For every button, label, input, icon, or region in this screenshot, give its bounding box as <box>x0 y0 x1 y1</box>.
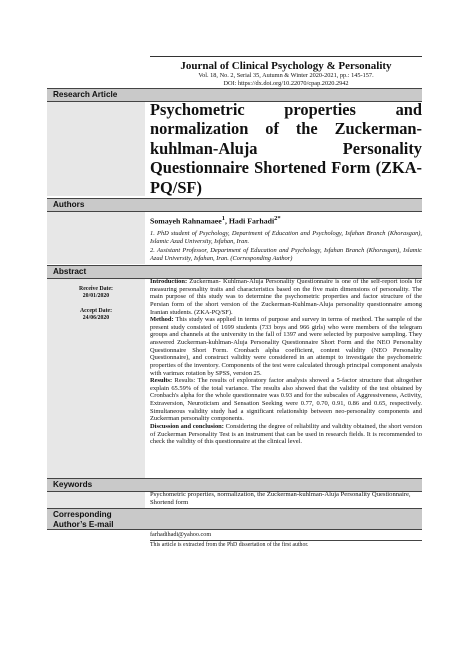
results-heading: Results: <box>150 377 173 385</box>
discussion-text: Considering the degree of reliability and validity obtained, the short version of Zuckerman Personality Test is an instrument that can be used in research fields. It is recommended to check the validity of this questionnaire at the clinical level. <box>150 422 423 446</box>
introduction-text: Zuckerman- Kuhlman-Aluja Personality Questionnaire is one of the self-report tools for measuring personality traits and characteristics based on the five main dimensions of personality. The main purpose of this study was to determine the psychometric properties and factor structure of the Persian form of the short version of the Zuckerman-Kuhlman-Aluja personality questionnaire among Iranian students. (ZKA-PQ/SF). <box>150 278 422 316</box>
author-2: , Hadi Farhadi <box>224 216 275 226</box>
journal-title: Journal of Clinical Psychology & Personality <box>180 60 392 72</box>
receive-date-value: 20/01/2020 <box>82 293 110 299</box>
abstract-discussion <box>150 423 422 446</box>
author-2-sup: 2* <box>274 215 281 222</box>
corresponding-author-label: Corresponding Author’s E-mail <box>53 510 114 529</box>
left-column-shade-authors <box>47 212 145 264</box>
author-names <box>150 214 422 227</box>
research-article-label: Research Article <box>53 90 118 99</box>
author-1-sup: 1 <box>221 215 225 222</box>
author-1: Somayeh Rahnamaee <box>150 216 222 226</box>
corresponding-author-bar <box>47 508 422 530</box>
journal-doi-link[interactable]: DOI: https://dx.doi.org/10.22070/cpap.2020.2942 <box>223 80 349 87</box>
journal-volume-line: Vol. 18, No. 2, Serial 35, Autumn & Winter 2020-2021, pp.: 145-157. <box>198 72 374 79</box>
abstract-bar <box>47 265 422 279</box>
abstract-results <box>150 377 422 423</box>
affiliation-1: 1. PhD student of Psychology, Department of Education and Psychology, Isfahan Branch (Khorasgan), Islamic Azad University, Isfahan, Iran. <box>150 230 422 246</box>
introduction-heading: Introduction: <box>150 278 188 285</box>
abstract-label: Abstract <box>53 267 87 276</box>
left-column-shade-title <box>47 102 145 196</box>
discussion-heading: Discussion and conclusion: <box>150 422 224 430</box>
keywords-bar <box>47 478 422 492</box>
paper-title: Psychometric properties and normalization of the Zuckerman-kuhlman-Aluja Personality Questionnaire Shortened Form (ZKA-PQ/SF) <box>150 100 422 197</box>
keywords-text: Psychometric properties, normalization, the Zuckerman-kuhlman-Aluja Personality Questionnaire, Shortend form <box>150 491 411 506</box>
method-text: This study was applied in terms of purpose and survey in terms of method. The sample of the present study consisted of 1699 students (733 boys and 966 girls) who were members of the telegram groups and channels at the university in the fall of 1397 and were selected by purposive sampling. They answered Zuckerman-kuhlman-Aluja Personality Questionnaire Short Form and the NEO Personality Questionnaire Short Form. Cronbach alpha coefficient, content validity (NEO Personality Questionnaire), and construct validity were considered in an attempt to investigate the psychometric properties of the inventory. Components of the test were calculated through principal component analysis with varimax rotation by SPSS, version 25. <box>150 316 422 377</box>
abstract-introduction <box>150 278 422 316</box>
affiliation-2: 2. Assistant Professor, Department of Education and Psychology, Isfahan Branch (Khorasgan), Islamic Azad University, Isfahan, Iran. (Corresponding Author) <box>150 246 422 262</box>
keywords-label: Keywords <box>53 480 93 489</box>
receive-date <box>47 286 145 300</box>
abstract-body <box>150 278 422 446</box>
footnote: This article is extracted from the PhD dissertation of the first author. <box>150 542 309 548</box>
left-column-shade-keywords <box>47 492 145 508</box>
footnote-divider <box>150 540 422 541</box>
accept-date <box>47 308 145 322</box>
method-heading: Method: <box>150 316 174 324</box>
receive-date-label: Receive Date: <box>79 286 113 292</box>
results-text: Results: The results of exploratory factor analysis showed a 5-factor structure that altogether explain 65.59% of the total variance. The results also showed that the validity of the test obtained by Cronbach's alpha for the whole questionnaire was 0.93 and for the subscales of Aggressiveness, Activity, Extraversion, Neuroticism and Sensation Seeking were 0.77, 0.70, 0.91, 0.86 and 0.65, respectively. Simultaneous validity study had a significant relationship between neo-personality components and Zuckerman personality components. <box>150 377 422 423</box>
affiliations <box>150 230 422 263</box>
authors-bar <box>47 198 422 212</box>
corresponding-email-link[interactable]: farhadihadi@yahoo.com <box>150 531 212 538</box>
accept-date-value: 24/06/2020 <box>82 315 110 321</box>
accept-date-label: Accept Date: <box>79 308 113 314</box>
authors-label: Authors <box>53 200 85 209</box>
abstract-method <box>150 316 422 377</box>
